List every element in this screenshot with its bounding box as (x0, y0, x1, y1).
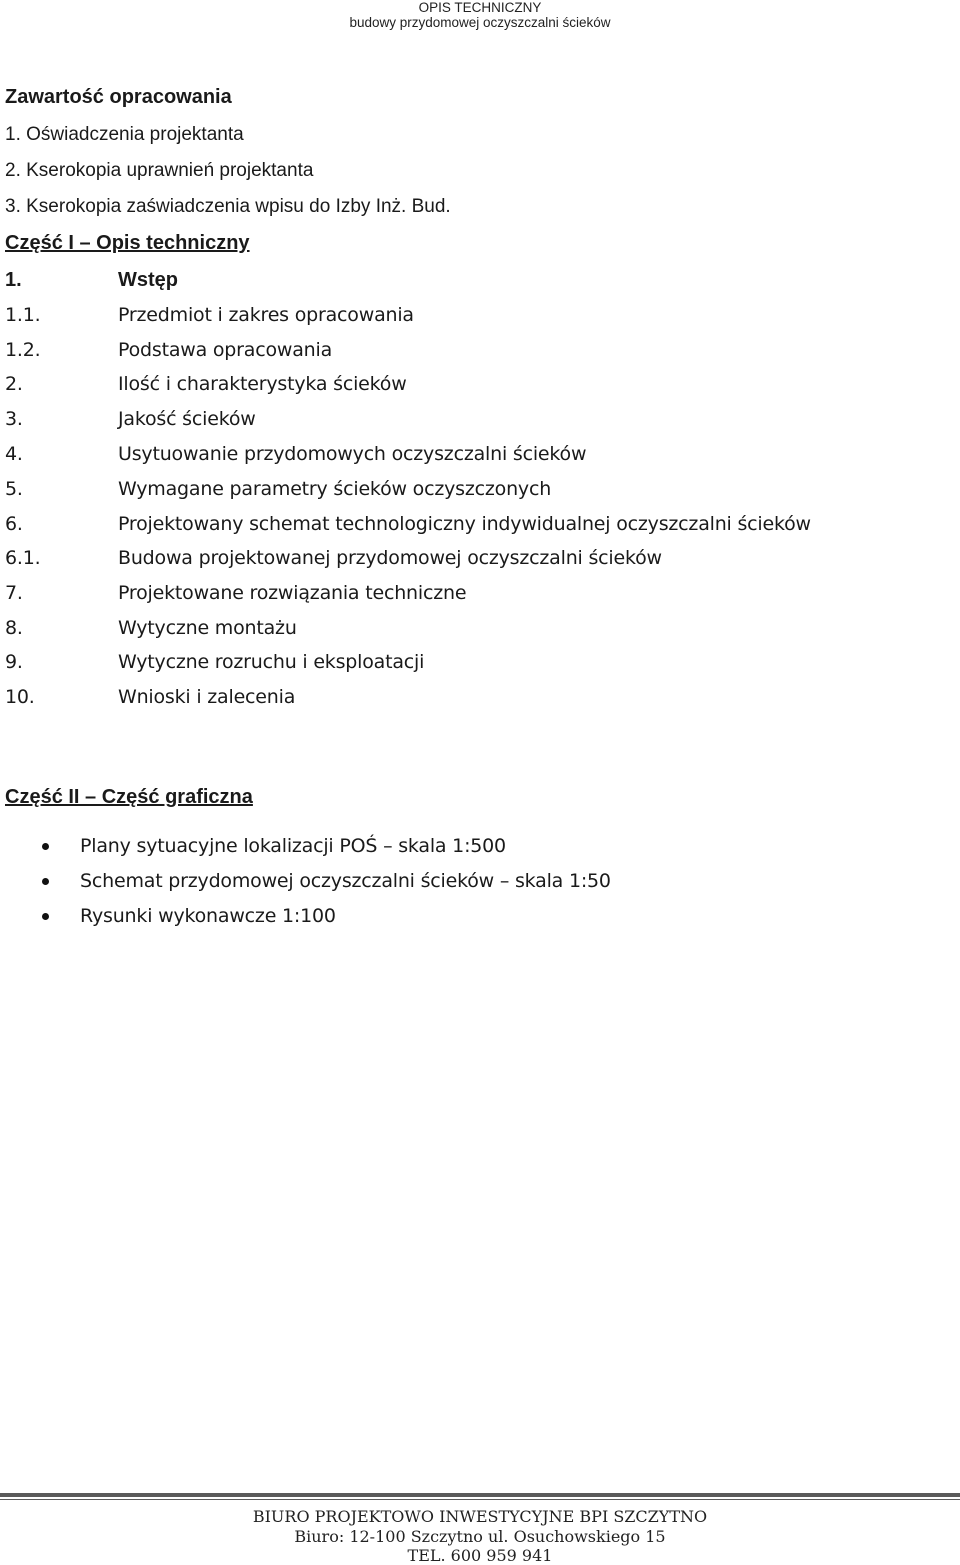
list-item-text: Rysunki wykonawcze 1:100 (80, 905, 336, 927)
contents-item: 1. Oświadczenia projektanta (5, 124, 244, 145)
toc-title: Wnioski i zalecenia (118, 686, 296, 708)
toc-title: Usytuowanie przydomowych oczyszczalni ścieków (118, 443, 587, 465)
toc-title: Wytyczne montażu (118, 617, 297, 639)
toc-number: 2. (5, 373, 23, 395)
toc-title: Projektowane rozwiązania techniczne (118, 582, 467, 604)
toc-title: Przedmiot i zakres opracowania (118, 304, 414, 326)
contents-item: 2. Kserokopia uprawnień projektanta (5, 160, 314, 181)
toc-number: 6.1. (5, 547, 41, 569)
part1-title: Część I – Opis techniczny (5, 232, 250, 254)
footer-phone: TEL. 600 959 941 (407, 1546, 553, 1565)
bullet-icon (42, 843, 49, 850)
toc-title: Wymagane parametry ścieków oczyszczonych (118, 478, 552, 500)
toc-number: 1.2. (5, 339, 41, 361)
footer-divider (0, 1493, 960, 1497)
toc-number: 3. (5, 408, 23, 430)
bullet-icon (42, 878, 49, 885)
list-item-text: Plany sytuacyjne lokalizacji POŚ – skala 1:500 (80, 835, 506, 857)
footer-address: Biuro: 12-100 Szczytno ul. Osuchowskiego 15 (294, 1527, 666, 1546)
toc-title: Budowa projektowanej przydomowej oczyszczalni ścieków (118, 547, 662, 569)
header-title: OPIS TECHNICZNY (418, 0, 542, 15)
contents-item: 3. Kserokopia zaświadczenia wpisu do Izby Inż. Bud. (5, 196, 451, 217)
toc-title: Wstęp (118, 269, 178, 291)
toc-number: 1. (5, 269, 22, 291)
toc-number: 7. (5, 582, 23, 604)
toc-title: Ilość i charakterystyka ścieków (118, 373, 407, 395)
toc-title: Projektowany schemat technologiczny indywidualnej oczyszczalni ścieków (118, 513, 811, 535)
footer-company: BIURO PROJEKTOWO INWESTYCYJNE BPI SZCZYTNO (252, 1507, 708, 1526)
toc-title: Wytyczne rozruchu i eksploatacji (118, 651, 425, 673)
contents-title: Zawartość opracowania (5, 86, 232, 108)
header-subtitle: budowy przydomowej oczyszczalni ścieków (349, 15, 611, 30)
toc-number: 6. (5, 513, 23, 535)
page-header (0, 0, 960, 30)
toc-number: 1.1. (5, 304, 41, 326)
toc-number: 10. (5, 686, 35, 708)
toc-number: 4. (5, 443, 23, 465)
toc-number: 5. (5, 478, 23, 500)
toc-title: Podstawa opracowania (118, 339, 333, 361)
list-item-text: Schemat przydomowej oczyszczalni ścieków – skala 1:50 (80, 870, 611, 892)
footer-divider (0, 1499, 960, 1500)
toc-title: Jakość ścieków (118, 408, 256, 430)
bullet-icon (42, 913, 49, 920)
toc-number: 8. (5, 617, 23, 639)
part2-title: Część II – Część graficzna (5, 786, 253, 808)
toc-number: 9. (5, 651, 23, 673)
